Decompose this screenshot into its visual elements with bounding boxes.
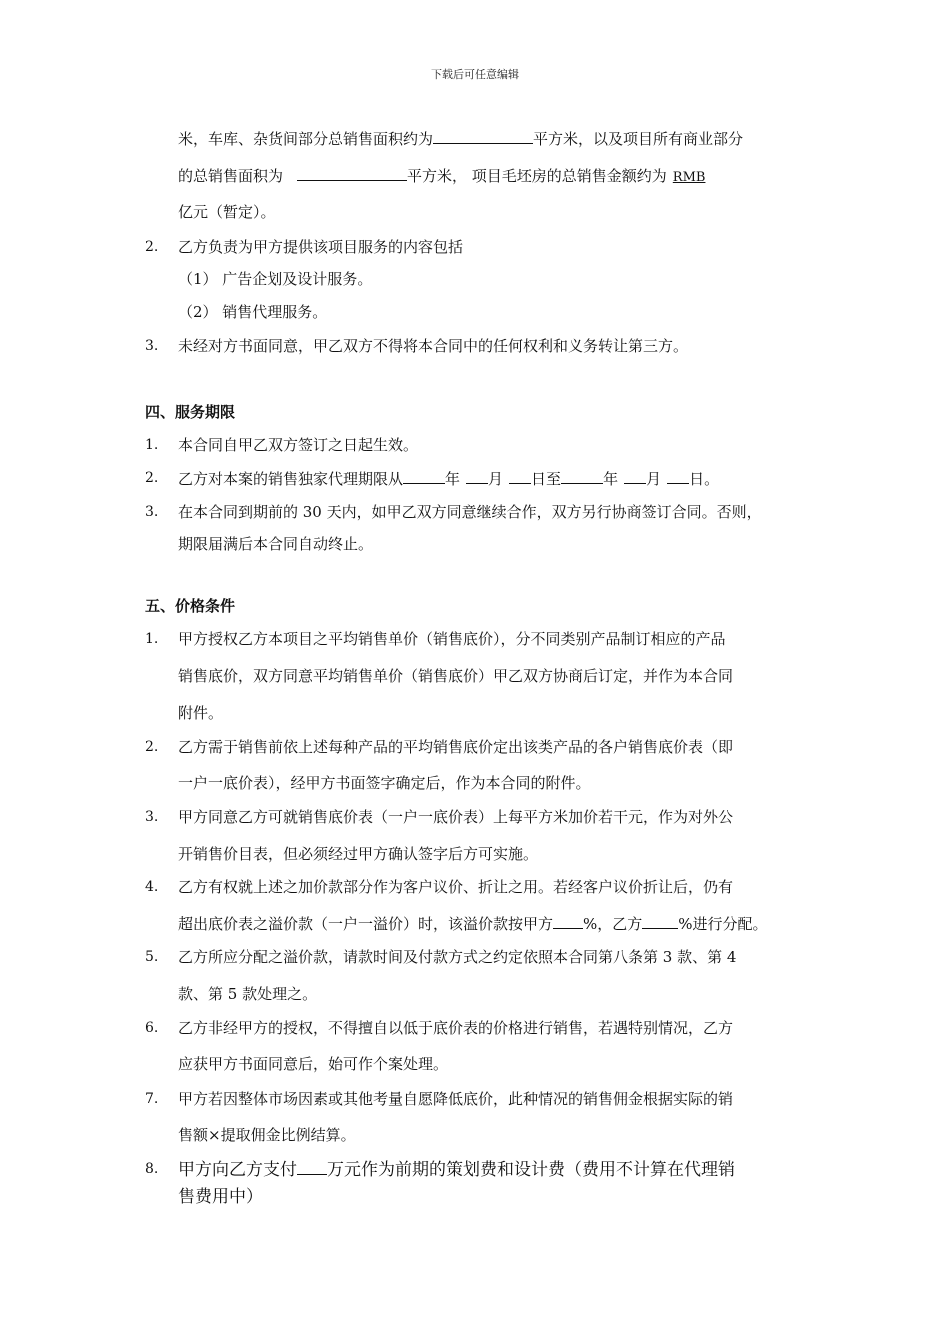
list-item-text: 乙方有权就上述之加价款部分作为客户议价、折让之用。若经客户议价折让后，仍有 <box>178 878 734 896</box>
day-end-label: 日。 <box>689 470 720 488</box>
intro-line-2 <box>178 166 705 187</box>
list-item-text: 一户一底价表），经甲方书面签字确定后，作为本合同的附件。 <box>178 774 591 792</box>
list-item-text: 期限届满后本合同自动终止。 <box>178 535 374 553</box>
blank-field <box>297 1158 327 1175</box>
day-to-label: 日至 <box>531 470 562 488</box>
intro-line-1-text-b: 平方米，以及项目所有商业部分 <box>533 130 744 148</box>
list-item-number: 6. <box>145 1020 159 1036</box>
list-item-number: 2. <box>145 470 159 486</box>
intro-line-1 <box>178 129 743 148</box>
list-item-text: 应获甲方书面同意后，始可作个案处理。 <box>178 1055 449 1073</box>
list-item-number: 2. <box>145 739 159 755</box>
blank-field <box>553 914 583 929</box>
blank-field <box>433 129 533 144</box>
intro-line-2-text-a: 的总销售面积为 <box>178 167 284 185</box>
blank-field <box>624 469 646 484</box>
ratio-text: 超出底价表之溢价款（一户一溢价）时，该溢价款按甲方 <box>178 915 554 933</box>
list-item-text: 乙方所应分配之溢价款，请款时间及付款方式之约定依照本合同第八条第 3 款、第 4 <box>178 948 737 966</box>
list-item-text: 销售底价，双方同意平均销售单价（销售底价）甲乙双方协商后订定，并作为本合同 <box>178 667 734 685</box>
section-heading: 五、价格条件 <box>145 597 236 615</box>
list-item-text <box>178 469 719 488</box>
list-item-number: 1. <box>145 631 159 647</box>
list-item-number: 1. <box>145 437 159 453</box>
year-label: 年 <box>445 470 461 488</box>
list-item-text: 未经对方书面同意，甲乙双方不得将本合同中的任何权利和义务转让第三方。 <box>178 337 689 355</box>
list-item-text: 款、第 5 款处理之。 <box>178 985 318 1003</box>
term-text: 乙方对本案的销售独家代理期限从 <box>178 470 404 488</box>
list-item-number: 8. <box>145 1161 159 1177</box>
list-item-number: 3. <box>145 338 159 354</box>
list-item-text: 乙方负责为甲方提供该项目服务的内容包括 <box>178 238 464 256</box>
list-item-text: 在本合同到期前的 30 天内，如甲乙双方同意继续合作，双方另行协商签订合同。否则， <box>178 503 762 521</box>
sub-item-text: （1） 广告企划及设计服务。 <box>178 270 373 288</box>
list-item-text: 附件。 <box>178 704 224 722</box>
blank-field <box>642 914 678 929</box>
list-item-text: 甲方授权乙方本项目之平均销售单价（销售底价），分不同类别产品制订相应的产品 <box>178 630 726 648</box>
intro-line-1-text-a: 米，车库、杂货间部分总销售面积约为 <box>178 130 434 148</box>
blank-field <box>297 166 407 181</box>
blank-field <box>466 469 488 484</box>
month-label: 月 <box>488 470 504 488</box>
list-item-number: 2. <box>145 239 159 255</box>
list-item-text <box>178 1158 735 1180</box>
sub-item-text: （2） 销售代理服务。 <box>178 303 328 321</box>
list-item-text: 甲方若因整体市场因素或其他考量自愿降低底价，此种情况的销售佣金根据实际的销 <box>178 1090 734 1108</box>
list-item-number: 3. <box>145 809 159 825</box>
intro-line-3: 亿元（暂定）。 <box>178 203 276 221</box>
currency-label: RMB <box>672 170 706 185</box>
fee-text: 甲方向乙方支付 <box>178 1160 297 1180</box>
ratio-text: %，乙方 <box>583 915 643 933</box>
intro-line-2-text-b: 平方米， 项目毛坯房的总销售金额约为 <box>407 167 667 185</box>
section-heading: 四、服务期限 <box>145 403 236 421</box>
blank-field <box>667 469 689 484</box>
page-header: 下载后可任意编辑 <box>431 68 519 81</box>
list-item-number: 3. <box>145 504 159 520</box>
list-item-number: 4. <box>145 879 159 895</box>
blank-field <box>561 469 603 484</box>
year-label: 年 <box>603 470 619 488</box>
list-item-text: 乙方非经甲方的授权，不得擅自以低于底价表的价格进行销售，若遇特别情况，乙方 <box>178 1019 734 1037</box>
list-item-text <box>178 914 768 933</box>
blank-field <box>403 469 445 484</box>
blank-field <box>509 469 531 484</box>
ratio-text: %进行分配。 <box>678 915 768 933</box>
list-item-text: 甲方同意乙方可就销售底价表（一户一底价表）上每平方米加价若干元，作为对外公 <box>178 808 734 826</box>
list-item-text: 售费用中） <box>178 1187 263 1207</box>
fee-text: 万元作为前期的策划费和设计费（费用不计算在代理销 <box>327 1160 735 1180</box>
list-item-text: 乙方需于销售前依上述每种产品的平均销售底价定出该类产品的各户销售底价表（即 <box>178 738 734 756</box>
list-item-number: 5. <box>145 949 159 965</box>
list-item-text: 本合同自甲乙双方签订之日起生效。 <box>178 436 419 454</box>
month-label: 月 <box>646 470 662 488</box>
list-item-text: 开销售价目表，但必须经过甲方确认签字后方可实施。 <box>178 845 539 863</box>
list-item-number: 7. <box>145 1091 159 1107</box>
list-item-text: 售额×提取佣金比例结算。 <box>178 1126 356 1144</box>
